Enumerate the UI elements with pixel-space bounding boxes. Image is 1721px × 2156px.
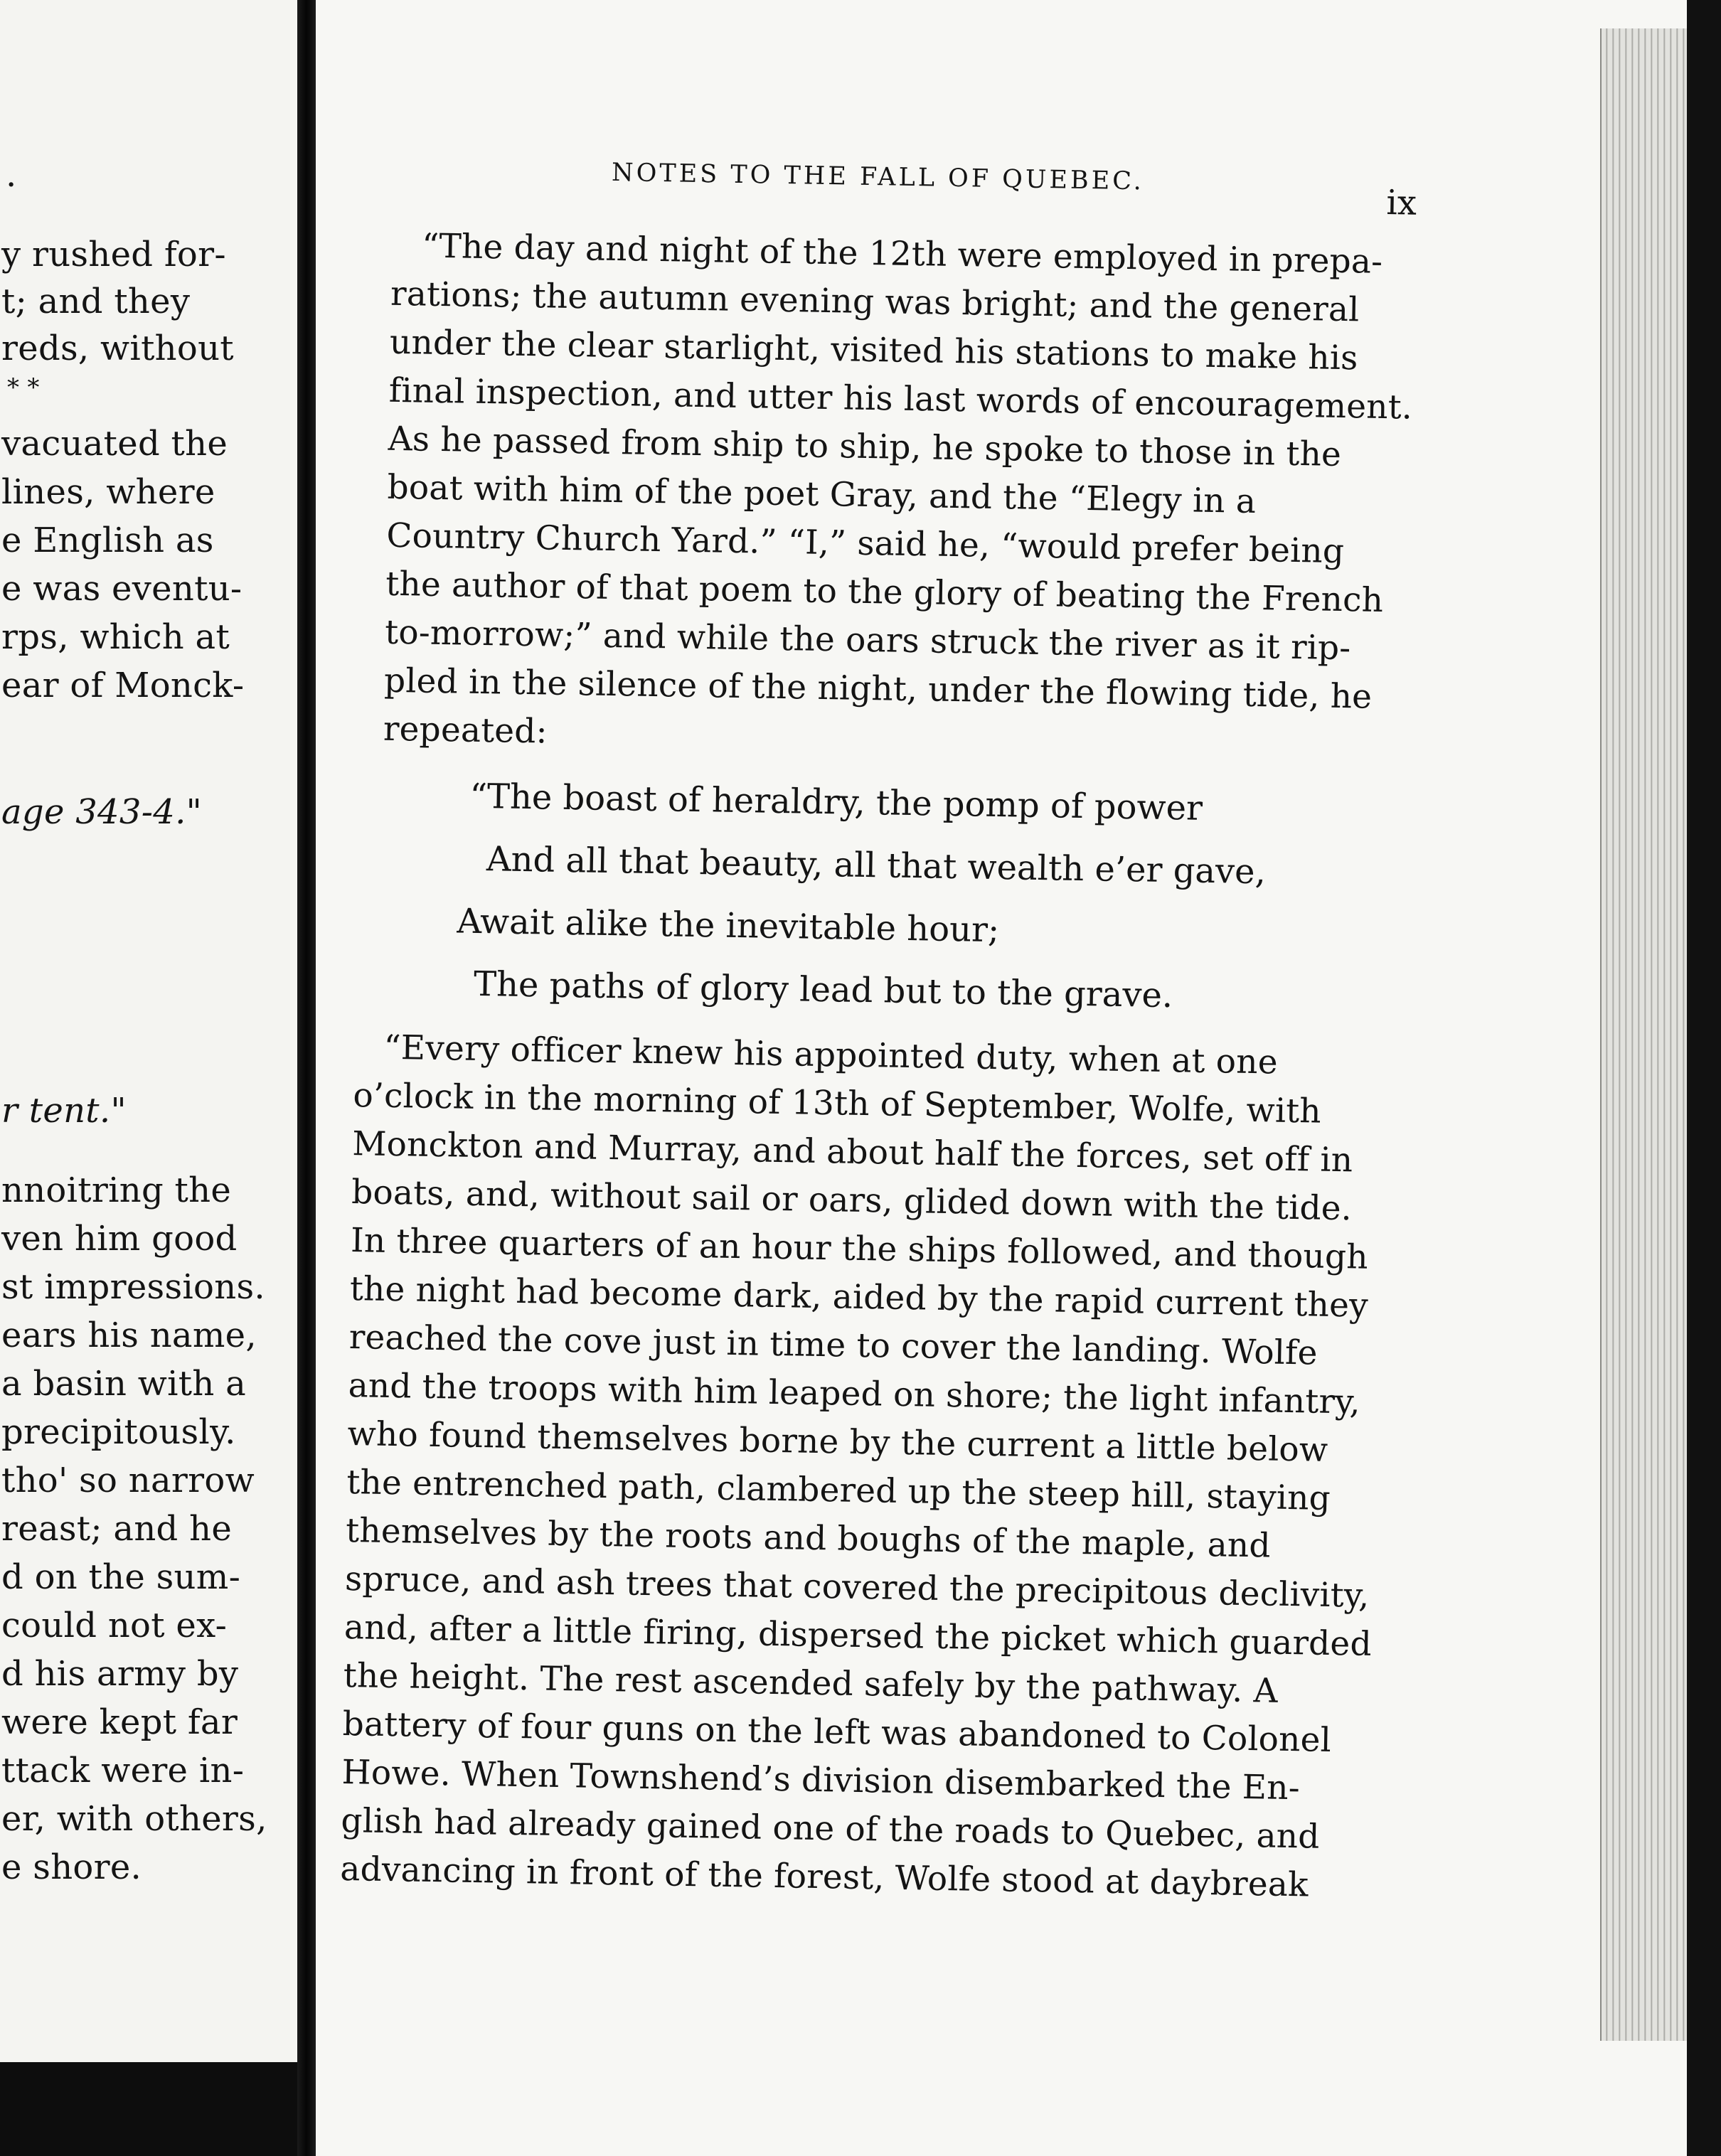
book-gutter [297,0,316,2156]
paragraph-line: under the clear starlight, visited his stations to make his [389,322,1358,378]
left-page-line: ttack were in- [1,1751,245,1791]
left-page-line: e English as [1,521,214,560]
verse-line: Await alike the inevitable hour; [457,901,1000,951]
left-page [0,0,300,2062]
left-page-line: t; and they [1,282,191,321]
right-page [316,0,1688,2156]
paragraph-line: pled in the silence of the night, under the flowing tide, he [383,661,1373,717]
left-page-citation: age 343-4." [1,792,203,832]
left-page-line: tho' so narrow [1,1461,255,1500]
running-header: NOTES TO THE FALL OF QUEBEC. [611,158,1145,196]
left-page-line: e shore. [1,1847,142,1887]
verse-line: “The boast of heraldry, the pomp of power [469,776,1203,828]
left-page-line: could not ex- [1,1606,228,1645]
paragraph-line: glish had already gained one of the roads to Quebec, and [341,1800,1321,1857]
page-edges [1600,28,1690,2041]
verse-line: The paths of glory lead but to the grave. [473,964,1173,1016]
paragraph-line: reached the cove just in time to cover the landing. Wolfe [348,1318,1318,1373]
left-page-line: vacuated the [1,424,228,464]
left-page-line: reds, without [1,329,234,368]
left-page-line: lines, where [1,472,215,512]
left-page-line: y rushed for- [1,235,226,274]
paragraph-line: rations; the autumn evening was bright; and the general [390,274,1360,330]
left-page-line: ears his name, [1,1316,257,1355]
left-page-line: ear of Monck- [1,666,245,705]
paragraph-line: o’clock in the morning of 13th of September, Wolfe, with [353,1076,1322,1131]
left-page-line: precipitously. [1,1412,236,1452]
left-page-line: er, with others, [1,1799,267,1839]
paragraph-line: Monckton and Murray, and about half the forces, set off in [351,1124,1353,1180]
paragraph-line: repeated: [383,709,548,752]
paragraph-line: battery of four guns on the left was abandoned to Colonel [342,1704,1332,1761]
left-page-line: st impressions. [1,1267,265,1307]
left-page-line: reast; and he [1,1509,233,1549]
left-page-line: a basin with a [1,1364,247,1404]
right-page-text-block [316,0,1688,2156]
left-page-line: d his army by [1,1654,239,1694]
paragraph-line: the night had become dark, aided by the rapid current they [349,1269,1369,1325]
scan-bottom-shadow [0,2062,299,2156]
paragraph-line: Howe. When Townshend’s division disembarked the En- [341,1752,1301,1808]
left-page-line: e was eventu- [1,569,243,609]
paragraph-line: spruce, and ash trees that covered the precipitous declivity, [344,1559,1370,1616]
paragraph-line: the entrenched path, clambered up the steep hill, staying [346,1463,1331,1518]
paragraph-line: the author of that poem to the glory of beating the French [385,564,1384,620]
paragraph-line: and, after a little firing, dispersed the picket which guarded [343,1607,1373,1664]
paragraph-line: themselves by the roots and boughs of the maple, and [345,1511,1272,1566]
left-page-citation: r tent." [1,1091,127,1131]
left-page-line: rps, which at [1,617,230,657]
verse-line: And all that beauty, all that wealth e’er gave, [486,839,1267,892]
paragraph-line: Country Church Yard.” “I,” said he, “would prefer being [386,516,1345,572]
paragraph-line: “The day and night of the 12th were employed in prepa- [421,226,1383,282]
paragraph-line: final inspection, and utter his last words of encouragement. [388,370,1413,427]
left-page-ornament: * * [7,373,40,402]
paragraph-line: and the troops with him leaped on shore; the light infantry, [348,1366,1361,1422]
scan-right-border [1687,0,1721,2156]
paragraph-line: advancing in front of the forest, Wolfe stood at daybreak [339,1849,1309,1905]
paragraph-line: boats, and, without sail or oars, glided down with the tide. [351,1173,1353,1229]
left-page-line: were kept far [1,1702,238,1742]
left-page-line: . [6,155,17,195]
left-page-line: nnoitring the [1,1170,232,1210]
paragraph-line: who found themselves borne by the current a little below [347,1414,1328,1470]
left-page-line: ven him good [1,1219,238,1259]
paragraph-line: “Every officer knew his appointed duty, when at one [383,1028,1279,1082]
page-number: ix [1386,183,1417,223]
paragraph-line: In three quarters of an hour the ships followed, and though [350,1221,1369,1277]
paragraph-line: boat with him of the poet Gray, and the “Elegy in a [387,467,1257,522]
left-page-line: d on the sum- [1,1557,241,1597]
paragraph-line: to-morrow;” and while the oars struck the river as it rip- [384,612,1351,668]
paragraph-line: As he passed from ship to ship, he spoke to those in the [388,419,1342,474]
paragraph-line: the height. The rest ascended safely by the pathway. A [343,1655,1279,1711]
